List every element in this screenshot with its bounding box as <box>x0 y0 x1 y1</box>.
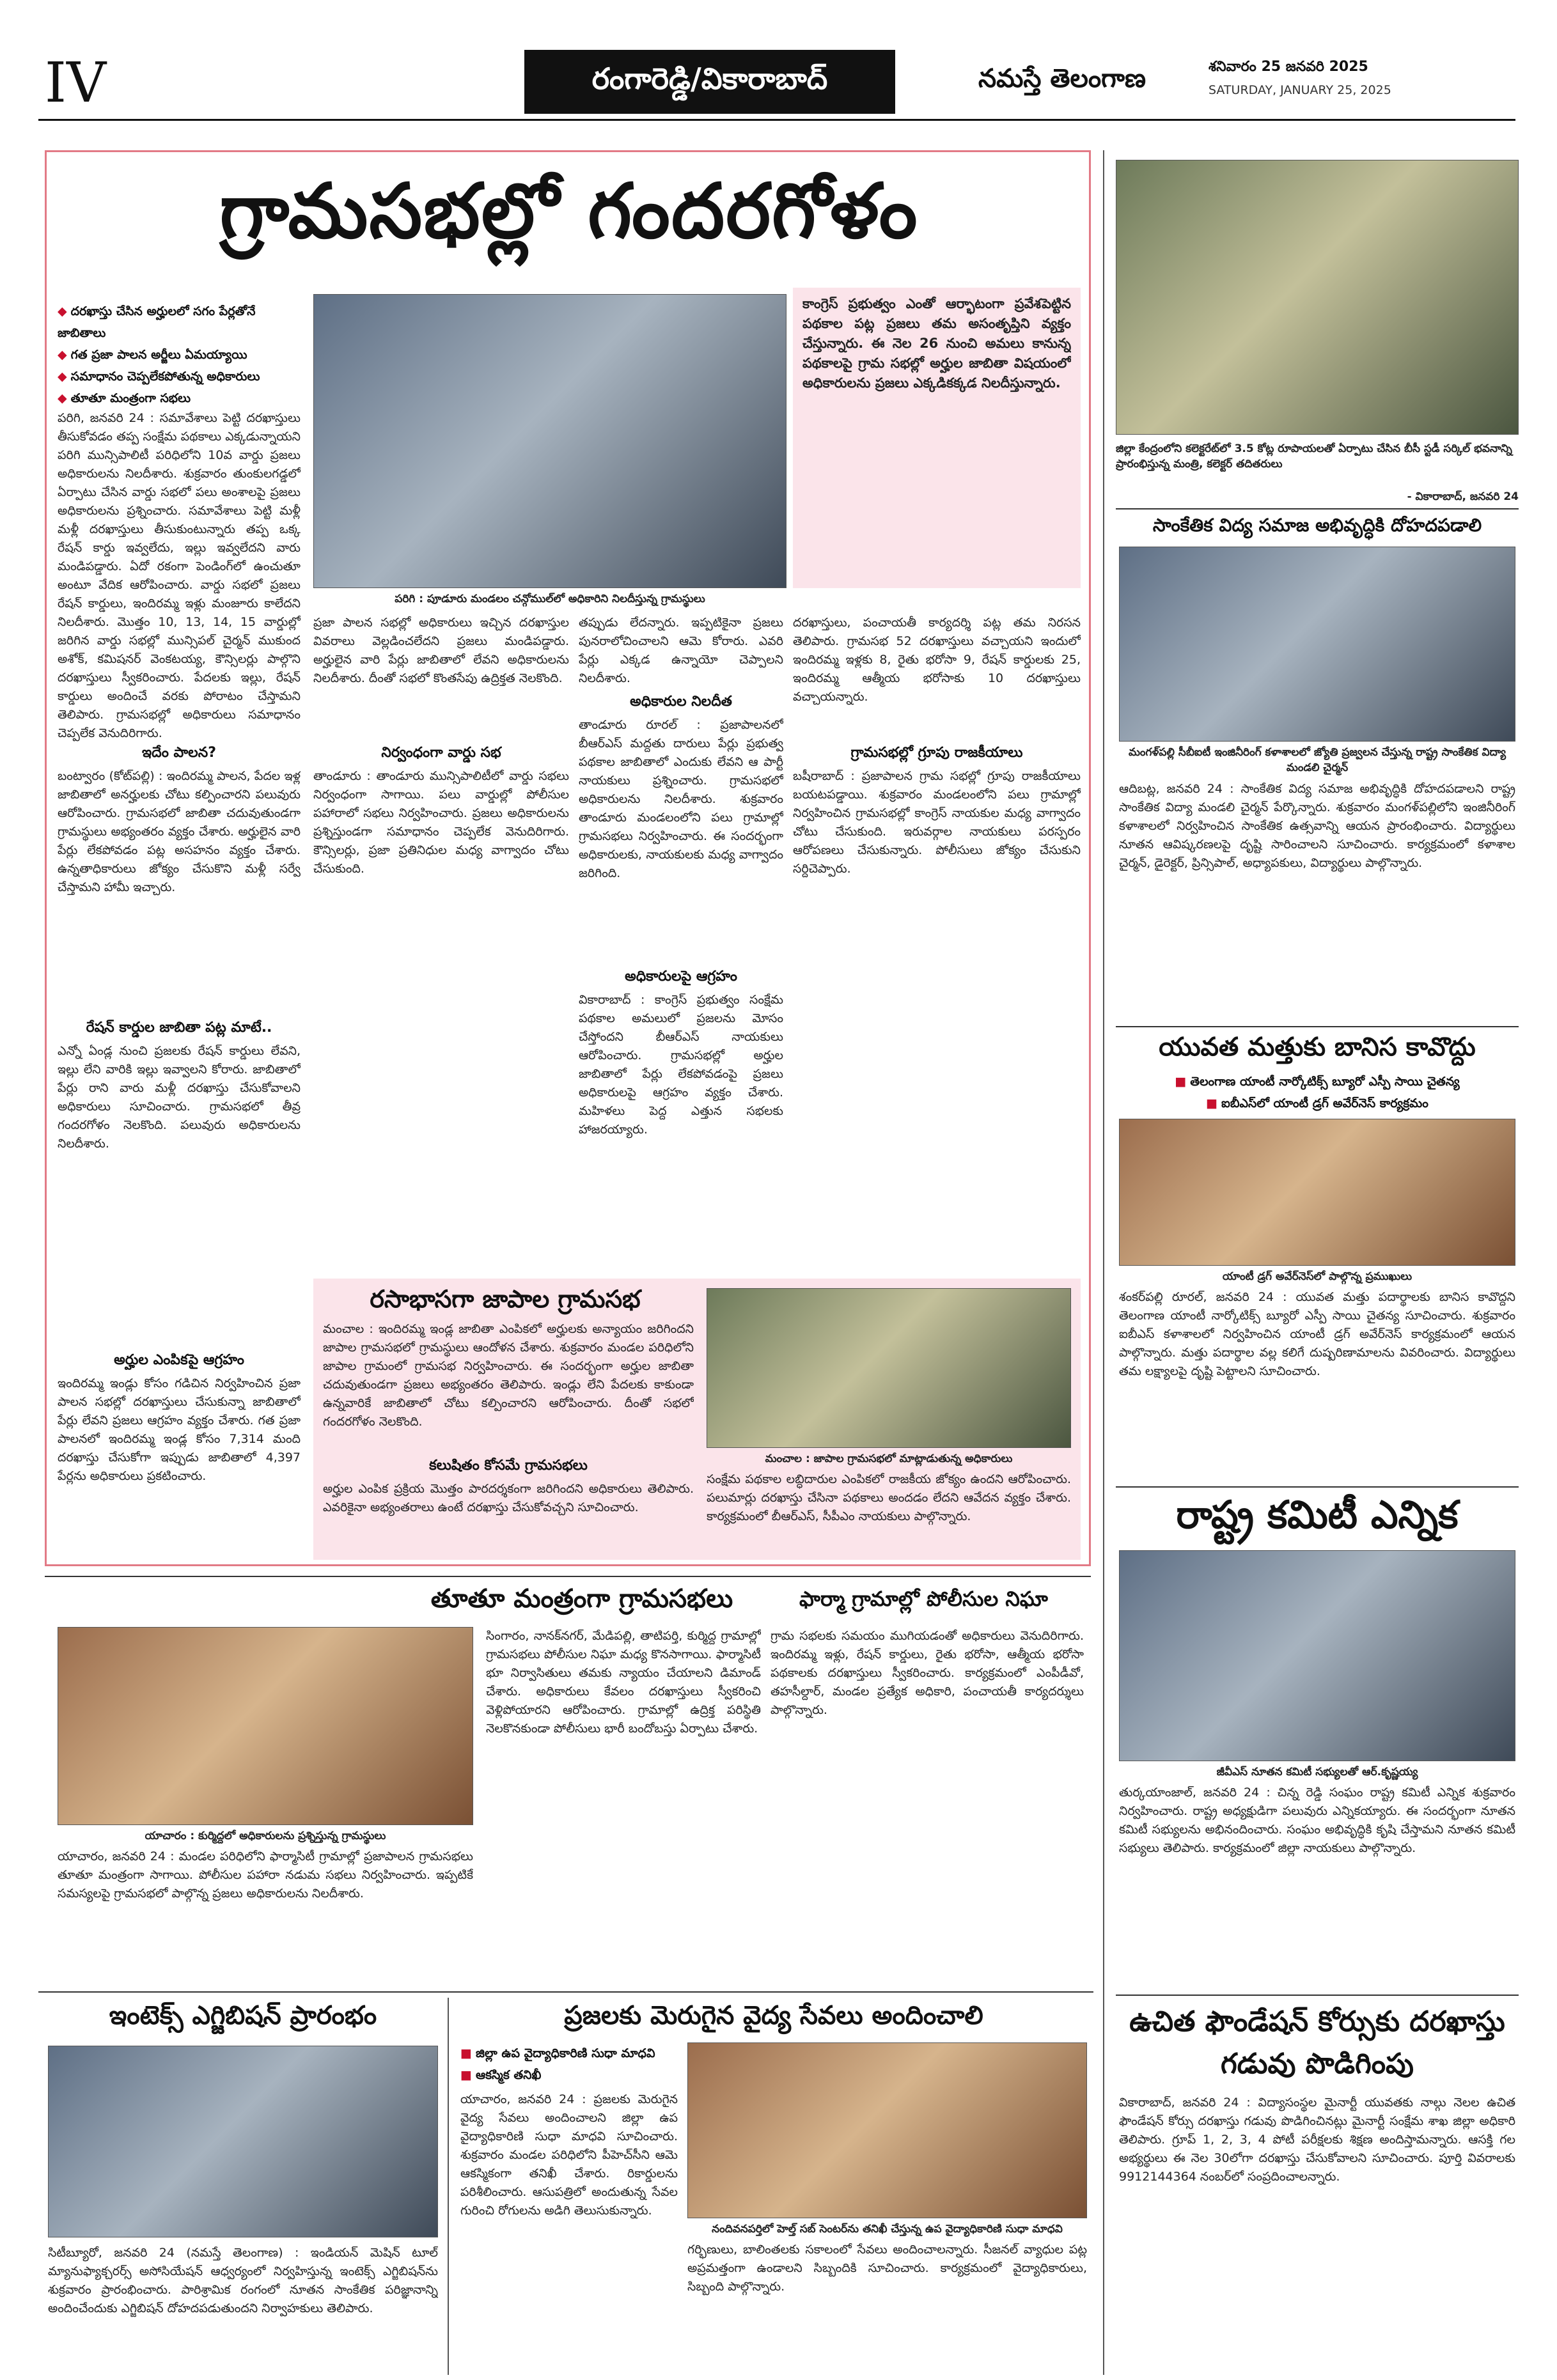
medical-text: యాచారం, జనవరి 24 : ప్రజలకు మెరుగైన వైద్య సేవలు అందించాలని జిల్లా ఉప వైద్యాధికారిణి సుధా మాధవి సూచించారు. శుక్రవారం మండల పరిధిలోని పీహెచ్‌సీని ఆమె ఆకస్మికంగా తనిఖీ చేశారు. రికార్డులను పరిశీలించారు. ఆసుపత్రిలో అందుతున్న సేవల గురించి రోగులను అడిగి తెలుసుకున్నారు. <box>460 2092 678 2218</box>
bottom-divider <box>448 1998 449 2375</box>
lead-col5c-text: బషీరాబాద్ : ప్రజాపాలన గ్రామ సభల్లో గ్రూపు రాజకీయాలు బయటపడ్డాయి. శుక్రవారం మండలంలోని పలు గ్రామాల్లో నిర్వహించిన గ్రామసభల్లో కాంగ్రెస్ నాయకుల మధ్య వాగ్వాదం చోటు చేసుకుంది. ఇరువర్గాల నాయకులు పరస్పరం ఆరోపణలు చేసుకున్నారు. పోలీసులు జోక్యం చేసుకుని సర్దిచెప్పారు. <box>793 769 1081 876</box>
lead-sub-7: అధికారులపై ఆగ్రహం <box>625 968 737 984</box>
right-rule-2 <box>1116 1026 1519 1027</box>
committee-photo-caption: జీవీఎస్ నూతన కమిటీ సభ్యులతో ఆర్.కృష్ణయ్య <box>1216 1766 1418 1778</box>
youth-photo <box>1119 1119 1515 1266</box>
lead-col3-text: ప్రజా పాలన సభల్లో అధికారులు ఇచ్చిన దరఖాస్తుల వివరాలు వెల్లడించలేదని ప్రజలు మండిపడ్డారు. అర్హులైన వారి పేర్లు జాబితాలో లేవని అధికారులను నిలదీశారు. దీంతో సభలో కొంతసేపు ఉద్రిక్తత నెలకొంది. <box>313 616 569 685</box>
youth-text: శంకర్‌పల్లి రూరల్, జనవరి 24 : యువత మత్తు పదార్థాలకు బానిస కావొద్దని తెలంగాణ యాంటీ నార్కోటిక్స్ బ్యూరో ఎస్పీ సాయి చైతన్య సూచించారు. శుక్రవారం ఐబీఎస్ కళాశాలలో నిర్వహించిన యాంటీ డ్రగ్ అవేర్‌నెస్ కార్యక్రమంలో ఆయన పాల్గొన్నారు. మత్తు పదార్థాల వల్ల కలిగే దుష్పరిణామాలను వివరించారు. విద్యార్థులు తమ లక్ష్యాలపై దృష్టి పెట్టాలని సూచించారు. <box>1119 1290 1515 1378</box>
committee-photo <box>1119 1550 1515 1761</box>
lead-headline: గ్రామసభల్లో గందరగోళం <box>219 167 919 255</box>
tech-photo <box>1119 547 1515 742</box>
lead-bullet: ◆ తూతూ మంత్రంగా సభలు <box>58 391 191 405</box>
lead-col5b-text: దరఖాస్తులు, పంచాయతీ కార్యదర్శి పట్ల తమ నిరసన తెలిపారు. గ్రామసభ 52 దరఖాస్తులు వచ్చాయని ఇందులో ఇందిరమ్మ ఇళ్లకు 8, రైతు భరోసా 9, రేషన్ కార్డులకు 25, ఇందిరమ్మ ఆత్మీయ భరోసాకు 10 దరఖాస్తులు వచ్చాయన్నారు. <box>793 616 1081 704</box>
lead-sub-5: అధికారుల నిలదీత <box>630 694 732 710</box>
lead-col4-text: తప్పుడు లేదన్నారు. ఇప్పటికైనా ప్రజలు పునరాలోచించాలని ఆమె కోరారు. ఎవరి పేర్లు ఎక్కడ ఉన్నాయో చెప్పాలని నిలదీశారు. <box>579 616 783 685</box>
page-number: IV <box>45 51 107 115</box>
tutu-headline: తూతూ మంత్రంగా గ్రామసభలు <box>430 1584 733 1614</box>
intex-photo <box>48 2046 438 2237</box>
paper-name: నమస్తే తెలంగాణ <box>978 64 1146 93</box>
committee-text: తుర్కయాంజాల్, జనవరి 24 : చిన్న రెడ్డి సంఘం రాష్ట్ర కమిటీ ఎన్నిక శుక్రవారం నిర్వహించారు. రాష్ట్ర అధ్యక్షుడిగా పలువురు ఎన్నికయ్యారు. ఈ సందర్భంగా నూతన కమిటీ సభ్యులను అభినందించారు. సంఘం అభివృద్ధికి కృషి చేస్తామని నూతన కమిటీ సభ్యులు తెలిపారు. కార్యక్రమంలో జిల్లా నాయకులు పాల్గొన్నారు. <box>1119 1785 1515 1855</box>
youth-bullets <box>1122 1071 1512 1114</box>
medical-bullets <box>460 2042 678 2086</box>
medical-bullet: ■ జిల్లా ఉప వైద్యాధికారిణి సుధా మాధవి <box>460 2046 655 2060</box>
coaching-text: వికారాబాద్, జనవరి 24 : విద్యాసంస్థల మైనార్టీ యువతకు నాల్గు నెలల ఉచిత ఫౌండేషన్ కోర్సు దరఖాస్తు గడువు పొడిగించినట్లు మైనార్టీ సంక్షేమ శాఖ జిల్లా అధికారి తెలిపారు. గ్రూప్ 1, 2, 3, 4 పోటీ పరీక్షలకు శిక్షణ అందిస్తామన్నారు. ఆసక్తి గల అభ్యర్థులు ఈ నెల 30లోగా దరఖాస్తు చేసుకోవాలని సూచించారు. పూర్తి వివరాలకు 9912144364 నంబర్‌లో సంప్రదించాలన్నారు. <box>1119 2096 1515 2184</box>
tutu-text-right: గ్రామ సభలకు సమయం ముగియడంతో అధికారులు వెనుదిరిగారు. ఇందిరమ్మ ఇళ్లు, రేషన్ కార్డులు, రైతు భరోసా, ఆత్మీయ భరోసా పథకాలకు దరఖాస్తులు స్వీకరించారు. కార్యక్రమంలో ఎంపీడీవో, తహసీల్దార్, మండల ప్రత్యేక అధికారి, పంచాయతీ కార్యదర్శులు పాల్గొన్నారు. <box>771 1629 1084 1717</box>
committee-headline: రాష్ట్ర కమిటీ ఎన్నిక <box>1176 1493 1459 1537</box>
tutu-text-mid: సింగారం, నానక్‌నగర్, మేడిపల్లి, తాటిపర్తి, కుర్మిద్ద గ్రామాల్లో గ్రామసభలు పోలీసుల నిఘా మధ్య కొనసాగాయి. ఫార్మాసిటీ భూ నిర్వాసితులు తమకు న్యాయం చేయాలని డిమాండ్ చేశారు. అధికారులు కేవలం దరఖాస్తులు స్వీకరించి వెళ్లిపోయారని ఆరోపించారు. గ్రామాల్లో ఉద్రిక్త పరిస్థితి నెలకొనకుండా పోలీసులు భారీ బందోబస్తు ఏర్పాటు చేశారు. <box>486 1629 761 1736</box>
japala-text: మంచాల : ఇందిరమ్మ ఇండ్ల జాబితా ఎంపికలో అర్హులకు అన్యాయం జరిగిందని జాపాల గ్రామసభలో గ్రామస్థులు ఆందోళన చేశారు. శుక్రవారం మండల పరిధిలోని జాపాల గ్రామంలో గ్రామసభ నిర్వహించారు. ఈ సందర్భంగా అర్హుల జాబితా చదువుతుండగా ప్రజలు అభ్యంతరం తెలిపారు. ఇండ్లు లేని పేదలకు కాకుండా ఉన్నవారికే జాబితాలో చోటు కల్పించారని ఆరోపించారు. దీంతో సభలో గందరగోళం నెలకొంది. <box>323 1322 694 1429</box>
intex-text: సిటీబ్యూరో, జనవరి 24 (నమస్తే తెలంగాణ) : ఇండియన్ మెషిన్ టూల్ మ్యానుఫ్యాక్చరర్స్ అసోసియేషన్ ఆధ్వర్యంలో నిర్వహిస్తున్న ఇంటెక్స్ ఎగ్జిబిషన్‌ను శుక్రవారం ప్రారంభించారు. పారిశ్రామిక రంగంలో నూతన సాంకేతిక పరిజ్ఞానాన్ని అందించేందుకు ఎగ్జిబిషన్ దోహదపడుతుందని నిర్వాహకులు తెలిపారు. <box>48 2246 438 2315</box>
right-top-photo <box>1116 160 1519 435</box>
medical-headline: ప్రజలకు మెరుగైన వైద్య సేవలు అందించాలి <box>564 2001 983 2030</box>
lead-bullets <box>58 300 301 409</box>
japala-photo-caption: మంచాల : జాపాల గ్రామసభలో మాట్లాడుతున్న అధికారులు <box>765 1452 1013 1465</box>
lead-sub-2: రేషన్ కార్డుల జాబితా పట్ల మాటే.. <box>86 1020 272 1036</box>
tech-photo-caption: మంగళ్‌పల్లి సీబీఐటీ ఇంజినీరింగ్ కళాశాలలో జ్యోతి ప్రజ్వలన చేస్తున్న రాష్ట్ర సాంకేతిక విద్యా మండలి చైర్మన్ <box>1128 746 1506 774</box>
section-banner <box>524 50 895 114</box>
japala-photo <box>707 1288 1071 1448</box>
lead-sub-6: గ్రామసభల్లో గ్రూపు రాజకీయాలు <box>850 745 1023 761</box>
masthead <box>38 45 1515 121</box>
intex-headline: ఇంటెక్స్ ఎగ్జిబిషన్ ప్రారంభం <box>109 2001 377 2030</box>
youth-headline: యువత మత్తుకు బానిస కావొద్దు <box>1159 1032 1476 1062</box>
tutu-photo <box>58 1627 473 1825</box>
lead-col1-text: పరిగి, జనవరి 24 : సమావేశాలు పెట్టి దరఖాస్తులు తీసుకోవడం తప్ప సంక్షేమ పథకాలు ఎక్కడున్నాయని పరిగి మున్సిపాలిటీ పరిధిలోని 10వ వార్డు ప్రజలు అధికారులను నిలదీశారు. శుక్రవారం తుంకులగడ్డలో ఏర్పాటు చేసిన వార్డు సభలో పలు అంశాలపై ప్రజలు అధికారులను ప్రశ్నించారు. సమావేశాలు పెట్టి మళ్లీ మళ్లీ దరఖాస్తులు తీసుకుంటున్నారు తప్ప ఒక్క రేషన్ కార్డు ఇవ్వలేదు, ఇల్లు ఇవ్వలేదని వారు మండిపడ్డారు. ఏదో రకంగా పెండింగ్‌లో ఉంచుతూ అంటూ వేదిక ఆరోపించారు. వార్డు సభలో ప్రజలు రేషన్ కార్డులు, ఇందిరమ్మ ఇళ్లు మంజూరు కాలేదని నిలదీశారు. మొత్తం 10, 13, 14, 15 వార్డుల్లో జరిగిన వార్డు సభల్లో మున్సిపల్ చైర్మన్ ముకుంద అశోక్, కమిషనర్ వెంకటయ్య, కౌన్సిలర్లు పాల్గొని దరఖాస్తులు స్వీకరించారు. పేదలకు ఇల్లు, రేషన్ కార్డులు అందించే వరకు పోరాటం చేస్తామని తెలిపారు. గ్రామసభల్లో అధికారులు సమాధానం చెప్పలేక వెనుదిరిగారు. <box>58 411 301 740</box>
medical-bullet: ■ ఆకస్మిక తనిఖీ <box>460 2068 542 2082</box>
lead-bullet: ◆ గత ప్రజా పాలన అర్జీలు ఏమయ్యాయి <box>58 348 247 362</box>
tutu-section-rule <box>45 1576 1091 1577</box>
lead-sub-3: అర్హుల ఎంపికపై ఆగ్రహం <box>114 1352 244 1368</box>
lead-col4c-text: వికారాబాద్ : కాంగ్రెస్ ప్రభుత్వం సంక్షేమ పథకాల అమలులో ప్రజలను మోసం చేస్తోందని బీఆర్ఎస్ నాయకులు ఆరోపించారు. గ్రామసభల్లో అర్హుల జాబితాలో పేర్లు లేకపోవడంపై ప్రజలు అధికారులపై ఆగ్రహం వ్యక్తం చేశారు. మహిళలు పెద్ద ఎత్తున సభలకు హాజరయ్యారు. <box>579 993 783 1137</box>
japala-sub: కలుషితం కోసమే గ్రామసభలు <box>429 1458 588 1474</box>
date-english: SATURDAY, JANUARY 25, 2025 <box>1209 83 1391 97</box>
lead-col1c-text: ఎన్నో ఏండ్ల నుంచి ప్రజలకు రేషన్ కార్డులు లేవని, ఇల్లు లేని వారికి ఇల్లు ఇవ్వాలని కోరారు. జాబితాలో పేర్లు రాని వారు మళ్లీ దరఖాస్తు చేసుకోవాలని అధికారులు సూచించారు. గ్రామసభలో తీవ్ర గందరగోళం నెలకొంది. పలువురు అధికారులను నిలదీశారు. <box>58 1044 301 1151</box>
lead-bullet: ◆ సమాధానం చెప్పలేకపోతున్న అధికారులు <box>58 369 260 384</box>
lead-col1b-text: బంట్వారం (కోట్‌పల్లి) : ఇందిరమ్మ పాలన, పేదల ఇళ్ల జాబితాలో అనర్హులకు చోటు కల్పించారని పలువురు ఆరోపించారు. గ్రామసభలో జాబితా చదువుతుండగా గ్రామస్థులు అభ్యంతరం వ్యక్తం చేశారు. అర్హులైన వారి పేర్లు లేకపోవడం పట్ల అసహనం వ్యక్తం చేశారు. ఉన్నతాధికారులు జోక్యం చేసుకొని మళ్లీ సర్వే చేస్తామని హామీ ఇచ్చారు. <box>58 769 301 894</box>
tutu-text-left: యాచారం, జనవరి 24 : మండల పరిధిలోని ఫార్మాసిటీ గ్రామాల్లో ప్రజాపాలన గ్రామసభలు తూతూ మంత్రంగా సాగాయి. పోలీసుల పహారా నడుమ సభలు నిర్వహించారు. ఇప్పటికే సమస్యలపై గ్రామసభలో పాల్గొన్న ప్రజలు అధికారులను నిలదీశారు. <box>58 1849 473 1901</box>
lead-col3b-text: తాండూరు : తాండూరు మున్సిపాలిటీలో వార్డు సభలు నిర్వంధంగా సాగాయి. పలు వార్డుల్లో పోలీసుల పహారాలో సభలు నిర్వహించారు. ప్రజలు అధికారులను ప్రశ్నిస్తుండగా సమాధానం చెప్పలేక వెనుదిరిగారు. కౌన్సిలర్లు, ప్రజా ప్రతినిధుల మధ్య వాగ్వాదం చోటు చేసుకుంది. <box>313 769 569 876</box>
lead-sub-1: ఇదేం పాలన? <box>142 745 216 761</box>
medical-photo <box>687 2042 1087 2218</box>
lead-col1d-text: ఇందిరమ్మ ఇండ్లు కోసం గడిచిన నిర్వహించిన ప్రజా పాలన సభల్లో దరఖాస్తులు చేసుకున్నా జాబితాలో పేర్లు లేవని ప్రజలు ఆగ్రహం వ్యక్తం చేశారు. గత ప్రజా పాలనలో ఇందిరమ్మ ఇండ్ల కోసం 7,314 మంది దరఖాస్తు చేసుకోగా ఇప్పుడు జాబితాలో 4,397 పేర్లను అధికారులు ప్రకటించారు. <box>58 1376 301 1483</box>
lead-photo-caption: పరిగి : పూడూరు మండలం చన్గోముల్‌లో అధికారిని నిలదీస్తున్న గ్రామస్థులు <box>395 593 705 605</box>
lead-sidebar-text: కాంగ్రెస్ ప్రభుత్వం ఎంతో ఆర్భాటంగా ప్రవేశపెట్టిన పథకాల పట్ల ప్రజలు తమ అసంతృప్తిని వ్యక్తం చేస్తున్నారు. ఈ నెల 26 నుంచి అమలు కానున్న పథకాలపై గ్రామ సభల్లో అర్హుల జాబితా విషయంలో అధికారులను ప్రజలు ఎక్కడికక్కడ నిలదీస్తున్నారు. <box>802 296 1071 391</box>
lead-sub-4: నిర్వంధంగా వార్డు సభ <box>381 745 501 761</box>
date-telugu: శనివారం 25 జనవరి 2025 <box>1209 59 1368 75</box>
masthead-rule <box>38 119 1515 121</box>
right-rule-4 <box>1116 1995 1519 1996</box>
right-top-dateline: - వికారాబాద్, జనవరి 24 <box>1407 490 1519 503</box>
right-top-caption: జిల్లా కేంద్రంలోని కలెక్టరేట్‌లో 3.5 కోట్ల రూపాయలతో ఏర్పాటు చేసిన బీసీ స్టడీ సర్కిల్ భవనాన్ని ప్రారంభిస్తున్న మంత్రి, కలెక్టర్ తదితరులు <box>1116 442 1512 471</box>
tutu-sidehead: ఫార్మా గ్రామాల్లో పోలీసుల నిఘా <box>799 1587 1048 1611</box>
medical-photo-caption: నందివనపర్తిలో హెల్త్ సబ్ సెంటర్‌ను తనిఖీ చేస్తున్న ఉప వైద్యాధికారిణి సుధా మాధవి <box>712 2223 1063 2236</box>
section-title: రంగారెడ్డి/వికారాబాద్ <box>591 61 828 96</box>
japala-text-right: సంక్షేమ పథకాల లబ్ధిదారుల ఎంపికలో రాజకీయ జోక్యం ఉందని ఆరోపించారు. పలుమార్లు దరఖాస్తు చేసినా పథకాలు అందడం లేదని ఆవేదన వ్యక్తం చేశారు. కార్యక్రమంలో బీఆర్ఎస్, సీపీఎం నాయకులు పాల్గొన్నారు. <box>707 1472 1071 1523</box>
tutu-photo-caption: యాచారం : కుర్మిద్దలో అధికారులను ప్రశ్నిస్తున్న గ్రామస్థులు <box>145 1830 386 1842</box>
right-column-divider <box>1103 150 1104 2375</box>
youth-photo-caption: యాంటీ డ్రగ్ అవేర్‌నెస్‌లో పాల్గొన్న ప్రముఖులు <box>1222 1270 1412 1283</box>
lead-photo <box>313 294 786 588</box>
youth-bullet: ■ ఐబీఎస్‌లో యాంటీ డ్రగ్ అవేర్‌నెస్ కార్యక్రమం <box>1206 1096 1428 1110</box>
tech-headline: సాంకేతిక విద్య సమాజ అభివృద్ధికి దోహదపడాలి <box>1152 515 1482 536</box>
lead-bullet: ◆ దరఖాస్తు చేసిన అర్హులలో సగం పేర్లతోనే జాబితాలు <box>58 304 256 340</box>
right-rule-1 <box>1116 508 1519 509</box>
medical-text-2: గర్భిణులు, బాలింతలకు సకాలంలో సేవలు అందించాలన్నారు. సీజనల్ వ్యాధుల పట్ల అప్రమత్తంగా ఉండాలని సిబ్బందికి సూచించారు. కార్యక్రమంలో వైద్యాధికారులు, సిబ్బంది పాల్గొన్నారు. <box>687 2243 1087 2294</box>
japala-text-2: అర్హుల ఎంపిక ప్రక్రియ మొత్తం పారదర్శకంగా జరిగిందని అధికారులు తెలిపారు. ఎవరికైనా అభ్యంతరాలు ఉంటే దరఖాస్తు చేసుకోవచ్చని సూచించారు. <box>323 1482 694 1514</box>
tech-text: ఆదిబట్ల, జనవరి 24 : సాంకేతిక విద్య సమాజ అభివృద్ధికి దోహదపడాలని రాష్ట్ర సాంకేతిక విద్యా మండలి చైర్మన్ పేర్కొన్నారు. శుక్రవారం మంగళ్‌పల్లిలోని ఇంజినీరింగ్ కళాశాలలో నిర్వహించిన సాంకేతిక ఉత్సవాన్ని ఆయన ప్రారంభించారు. విద్యార్థులు నూతన ఆవిష్కరణలపై దృష్టి సారించాలని సూచించారు. కార్యక్రమంలో కళాశాల చైర్మన్, డైరెక్టర్, ప్రిన్సిపాల్, అధ్యాపకులు, విద్యార్థులు పాల్గొన్నారు. <box>1119 782 1515 870</box>
bottom-rule <box>38 1991 1093 1993</box>
youth-bullet: ■ తెలంగాణ యాంటీ నార్కోటిక్స్ బ్యూరో ఎస్పీ సాయి చైతన్య <box>1175 1075 1460 1089</box>
japala-headline: రసాభాసగా జాపాల గ్రామసభ <box>370 1285 641 1313</box>
lead-col4b-text: తాండూరు రూరల్ : ప్రజాపాలనలో బీఆర్ఎస్ మద్దతు దారులు పేర్లు ప్రభుత్వ పథకాల జాబితాలో ఎందుకు లేవని ఆ పార్టీ నాయకులు ప్రశ్నించారు. గ్రామసభలో అధికారులను నిలదీశారు. శుక్రవారం తాండూరు మండలంలోని పలు గ్రామాల్లో గ్రామసభలు నిర్వహించారు. ఈ సందర్భంగా అధికారులకు, నాయకులకు మధ్య వాగ్వాదం జరిగింది. <box>579 718 783 880</box>
coaching-headline: ఉచిత ఫౌండేషన్ కోర్సుకు దరఖాస్తు గడువు పొడిగింపు <box>1129 2005 1505 2080</box>
right-rule-3 <box>1116 1486 1519 1488</box>
